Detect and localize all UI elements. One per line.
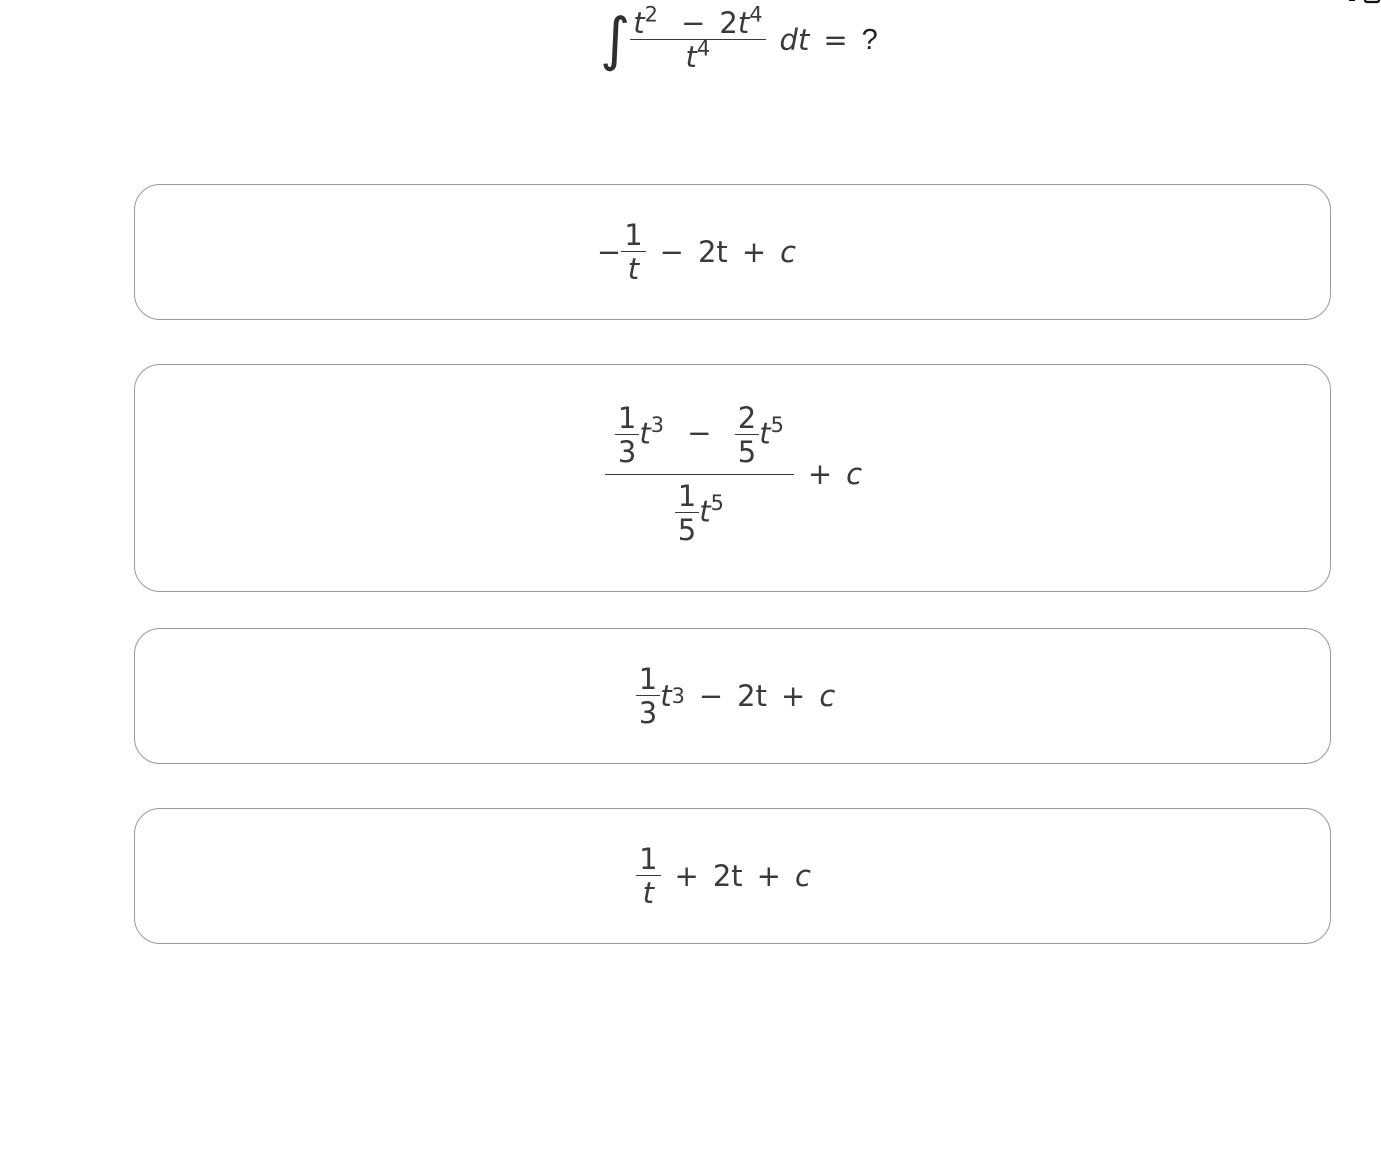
- unknown-mark: ?: [861, 23, 878, 56]
- choice-c-fraction: $\frac{1}{3}$: [636, 664, 660, 729]
- choice-b-numerator: $\frac{1}{3}$ $t^3$ − $\frac{2}{5}$ $t^5$: [605, 403, 794, 468]
- answer-choice-d[interactable]: [134, 808, 1331, 944]
- equals-sign: =: [823, 23, 848, 58]
- integrand-denominator: $t^4$: [685, 36, 711, 75]
- question-expression: [600, 2, 878, 75]
- answer-choice-b[interactable]: [134, 364, 1331, 592]
- corner-icon: [1341, 0, 1381, 4]
- choice-a-expression: − $\frac{1}{t}$ − 2t + c: [596, 217, 797, 286]
- choice-d-expression: $\frac{1}{t}$ + 2t + c: [636, 844, 811, 909]
- integrand-fraction: [630, 2, 765, 75]
- differential: dt: [779, 23, 810, 58]
- choice-c-expression: $\frac{1}{3}$ t 3 − 2t + c: [636, 664, 836, 729]
- answer-choice-a[interactable]: [134, 184, 1331, 320]
- choice-d-fraction: $\frac{1}{t}$: [636, 844, 660, 909]
- choice-b-compound-fraction: [605, 400, 794, 547]
- integrand-numerator: $t^2 - 2t^4$: [633, 2, 763, 40]
- answer-choice-c[interactable]: [134, 628, 1331, 764]
- integral-icon: ∫: [600, 5, 631, 74]
- choice-b-expression: $\frac{1}{3}$ $t^3$ − $\frac{2}{5}$ $t^5$ $\frac{1}{5}$ $t^5$ + c: [605, 403, 862, 546]
- choice-a-fraction: $\frac{1}{t}$: [621, 220, 645, 285]
- choice-b-denominator: $\frac{1}{5}$ $t^5$: [665, 481, 734, 546]
